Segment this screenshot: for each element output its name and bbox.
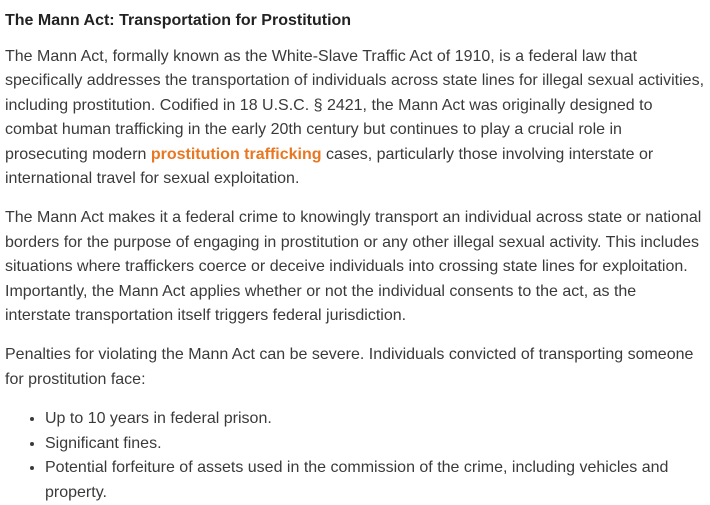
list-item: • Potential forfeiture of assets used in the commission of the crime, including vehicles and property.	[45, 456, 705, 505]
federal-crime-paragraph: The Mann Act makes it a federal crime to knowingly transport an individual across state or national borders for the purpose of engaging in prostitution or any other illegal sexual activity. This includes situations where traffickers coerce or deceive individuals into crossing state lines for exploitation. Importantly, the Mann Act applies whether or not the individual consents to the act, as the interstate transportation itself triggers federal jurisdiction.	[5, 209, 702, 325]
list-item: • Up to 10 years in federal prison.	[45, 407, 705, 431]
penalties-paragraph: Penalties for violating the Mann Act can be severe. Individuals convicted of transporting someone for prostitution face:	[5, 346, 694, 388]
intro-paragraph	[5, 45, 705, 191]
penalties-list	[5, 407, 705, 505]
intro-text-start: The Mann Act, formally known as the White-Slave Traffic Act of 1910, is a federal law that specifically addresses the transportation of individuals across state lines for illegal sexual activities, including prostitution. Codified in 18 U.S.C. § 2421, the Mann Act was originally designed to combat human trafficking in the early 20th century but continues to play a crucial role in prosecuting modern	[5, 48, 705, 163]
section-heading: The Mann Act: Transportation for Prostitution	[5, 12, 352, 29]
list-item: • Significant fines.	[45, 432, 705, 456]
article-body	[5, 10, 705, 505]
prostitution-trafficking-link[interactable]: prostitution trafficking	[150, 145, 322, 163]
intro-text-end: cases, particularly those involving interstate or international travel for sexual exploitation.	[5, 145, 654, 188]
